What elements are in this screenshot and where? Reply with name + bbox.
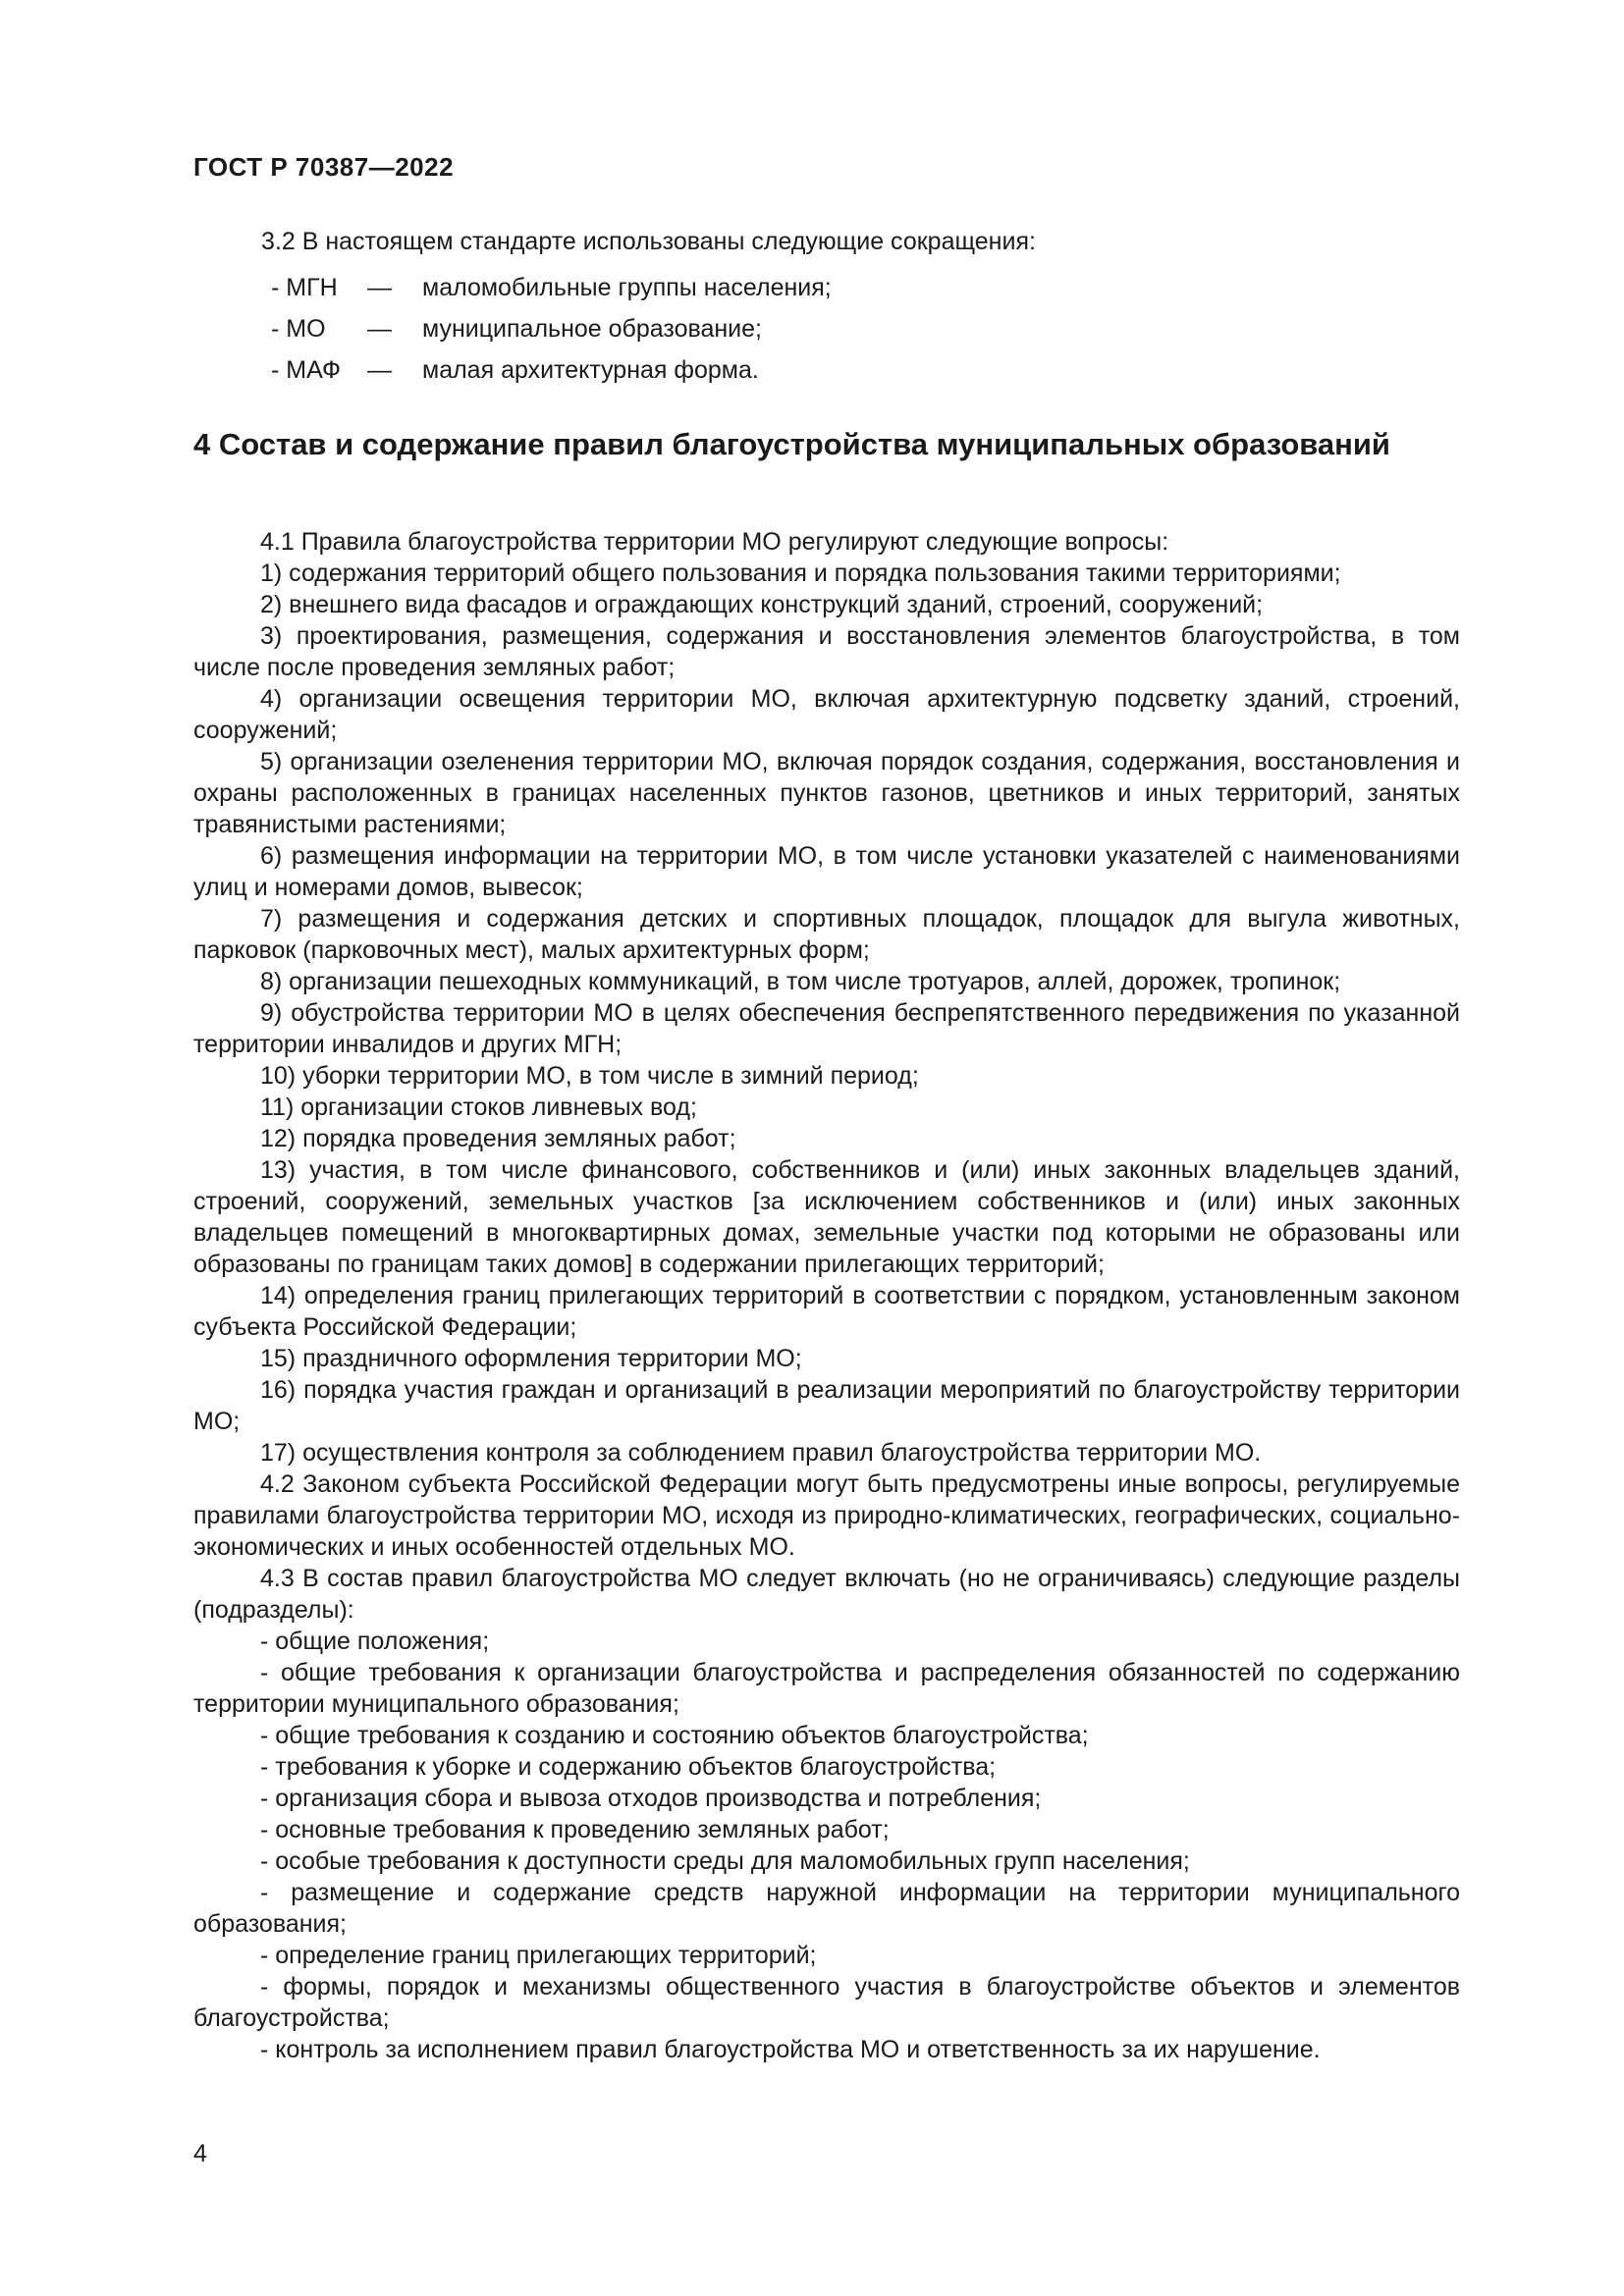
paragraph: 5) организации озеленения территории МО, включая порядок создания, содержания, восстановления и охраны расположенных в границах населенных пунктов газонов, цветников и иных территорий, занятых травянистыми растениями; [193,748,1460,838]
paragraph: 4) организации освещения территории МО, включая архитектурную подсветку зданий, строений, сооружений; [193,685,1460,744]
abbreviation-row [271,308,832,349]
section-body [193,526,1460,2065]
paragraph: - контроль за исполнением правил благоустройства МО и ответственность за их нарушение. [260,2036,1321,2063]
abbreviation-row [271,267,832,308]
paragraph: 4.3 В состав правил благоустройства МО следует включать (но не ограничиваясь) следующие разделы (подразделы): [193,1565,1460,1624]
paragraph: - особые требования к доступности среды для маломобильных групп населения; [260,1847,1190,1875]
document-header: ГОСТ Р 70387—2022 [193,152,455,182]
abbreviation-term: - МО [271,315,326,343]
page-number: 4 [193,2140,207,2167]
abbreviations-list [271,267,832,391]
paragraph: - общие требования к созданию и состоянию объектов благоустройства; [260,1722,1089,1749]
abbreviation-term: - МГН [271,274,338,301]
paragraph: 11) организации стоков ливневых вод; [260,1094,697,1121]
paragraph: 12) порядка проведения земляных работ; [260,1125,736,1152]
abbreviation-dash: — [367,356,392,384]
abbreviation-dash: — [367,274,392,301]
paragraph: - организация сбора и вывоза отходов производства и потребления; [260,1785,1042,1812]
abbreviations-intro: 3.2 В настоящем стандарте использованы следующие сокращения: [261,228,1036,255]
abbreviation-description: малая архитектурная форма. [422,356,759,384]
paragraph: - размещение и содержание средств наружной информации на территории муниципального образования; [193,1879,1460,1938]
paragraph: - формы, порядок и механизмы общественного участия в благоустройстве объектов и элементов благоустройства; [193,1973,1460,2032]
paragraph: 15) праздничного оформления территории МО; [260,1345,802,1372]
section-title: 4 Состав и содержание правил благоустройства муниципальных образований [193,427,1390,461]
paragraph: 4.2 Законом субъекта Российской Федерации могут быть предусмотрены иные вопросы, регулируемые правилами благоустройства территории МО, исходя из природно-климатических, географических, социально-экономических и иных особенностей отдельных МО. [193,1470,1460,1561]
paragraph: 14) определения границ прилегающих территорий в соответствии с порядком, установленным законом субъекта Российской Федерации; [193,1282,1460,1341]
paragraph: - требования к уборке и содержанию объектов благоустройства; [260,1753,997,1781]
paragraph: - общие требования к организации благоустройства и распределения обязанностей по содержанию территории муниципального образования; [193,1659,1460,1718]
paragraph: 9) обустройства территории МО в целях обеспечения беспрепятственного передвижения по указанной территории инвалидов и других МГН; [193,999,1460,1058]
abbreviation-description: муниципальное образование; [422,315,762,343]
abbreviation-term: - МАФ [271,356,341,384]
paragraph: 3) проектирования, размещения, содержания и восстановления элементов благоустройства, в том числе после проведения земляных работ; [193,622,1460,681]
paragraph: - определение границ прилегающих территорий; [260,1942,817,1969]
paragraph: - основные требования к проведению земляных работ; [260,1816,890,1843]
abbreviation-description: маломобильные группы населения; [422,274,832,301]
paragraph: 13) участия, в том числе финансового, собственников и (или) иных законных владельцев зданий, строений, сооружений, земельных участков [за исключением собственников и (или) иных законных владельцев помещений в многоквартирных домах, земельные участки под которыми не образованы или образованы по границам таких домов] в содержании прилегающих территорий; [193,1156,1460,1278]
paragraph: 16) порядка участия граждан и организаций в реализации мероприятий по благоустройству территории МО; [193,1376,1460,1435]
paragraph: 17) осуществления контроля за соблюдением правил благоустройства территории МО. [260,1439,1262,1467]
paragraph: 10) уборки территории МО, в том числе в зимний период; [260,1062,919,1090]
paragraph: 4.1 Правила благоустройства территории МО регулируют следующие вопросы: [260,528,1169,556]
paragraph: 8) организации пешеходных коммуникаций, в том числе тротуаров, аллей, дорожек, тропинок; [260,968,1341,995]
paragraph: 6) размещения информации на территории МО, в том числе установки указателей с наименованиями улиц и номерами домов, вывесок; [193,842,1460,901]
paragraph: 1) содержания территорий общего пользования и порядка пользования такими территориями; [260,560,1341,587]
paragraph: - общие положения; [260,1628,490,1655]
abbreviation-row [271,349,832,391]
abbreviation-dash: — [367,315,392,343]
paragraph: 7) размещения и содержания детских и спортивных площадок, площадок для выгула животных, парковок (парковочных мест), малых архитектурных форм; [193,905,1460,964]
paragraph: 2) внешнего вида фасадов и ограждающих конструкций зданий, строений, сооружений; [260,591,1264,618]
